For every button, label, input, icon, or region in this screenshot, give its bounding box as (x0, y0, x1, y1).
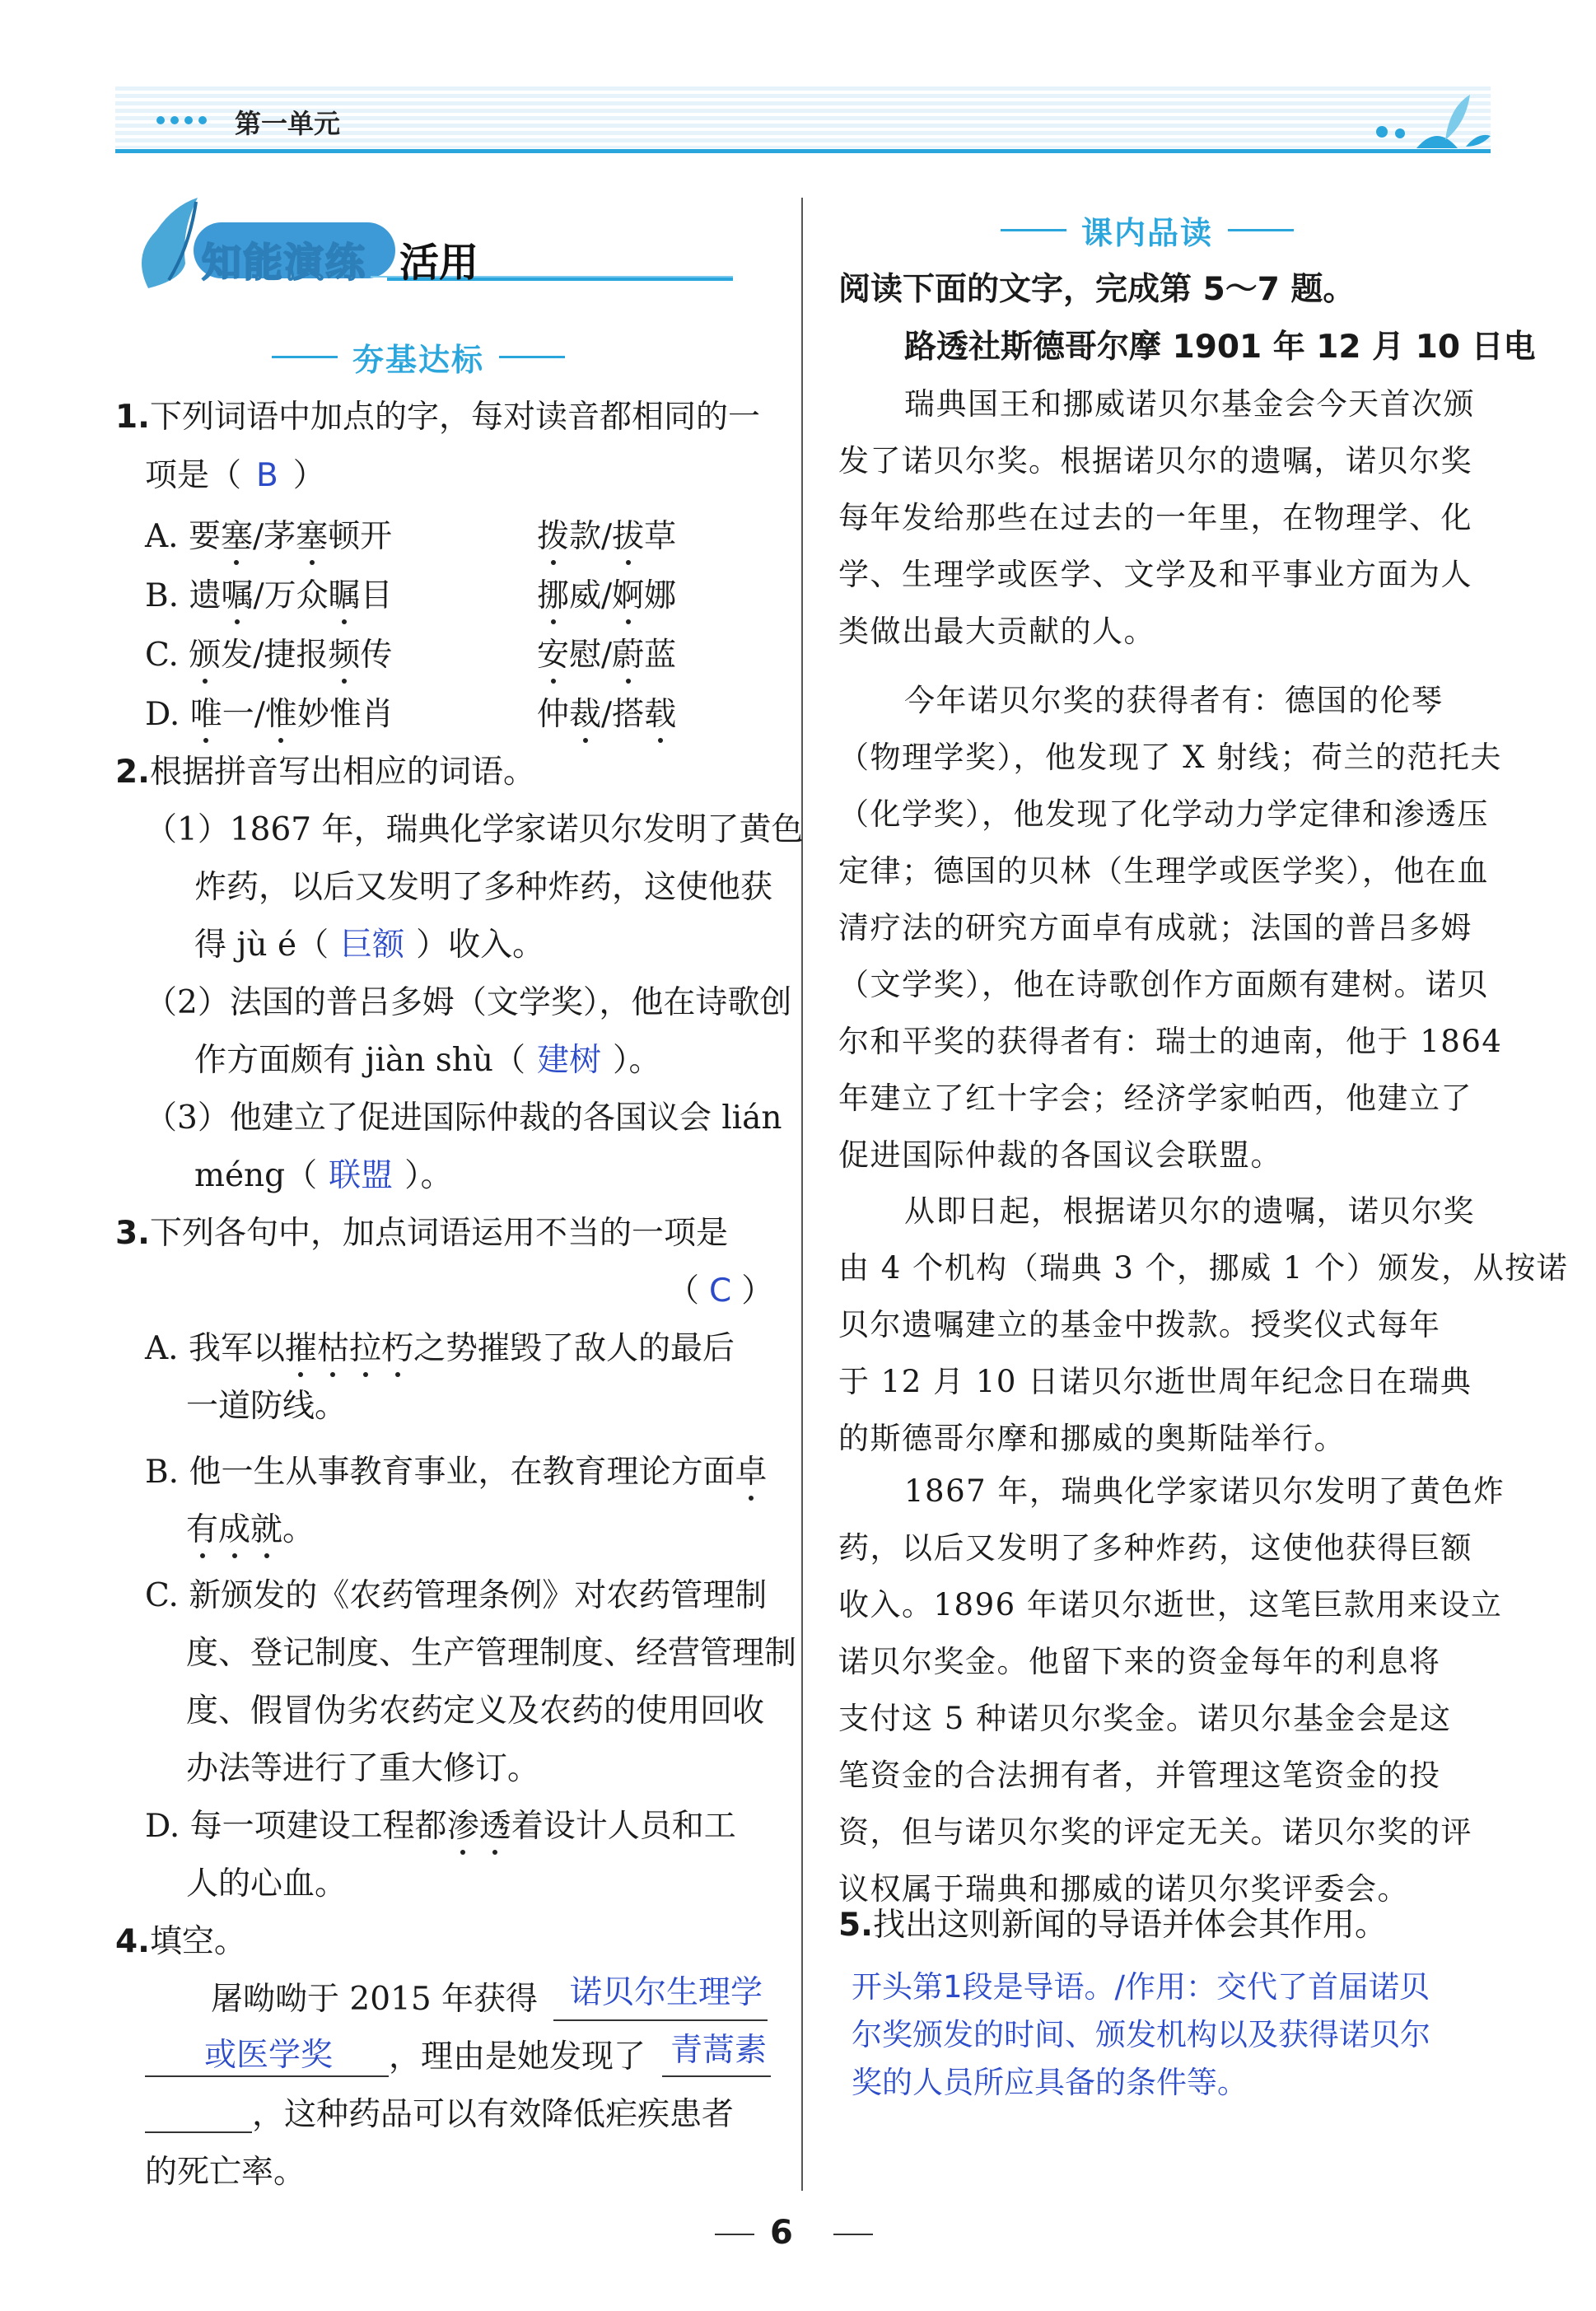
news-paragraph-line: （化学奖），他发现了化学动力学定律和渗透压 (838, 796, 1489, 832)
q1-stem: 1.下列词语中加点的字，每对读音都相同的一 (115, 399, 760, 436)
q3-option-c-line2: 度、登记制度、生产管理制度、经营管理制 (186, 1635, 797, 1672)
news-paragraph-line: （物理学奖），他发现了 X 射线；荷兰的范托夫 (838, 740, 1502, 775)
q2-s1-line2: 炸药，以后又发明了多种炸药，这使他获 (194, 869, 773, 906)
q2-stem: 2.根据拼音写出相应的词语。 (115, 754, 535, 791)
header-band (115, 86, 1491, 152)
q3-d-dotted-phrase: 渗透 (446, 1808, 511, 1845)
q4-blank1-underline (553, 2019, 768, 2021)
column-divider (801, 198, 803, 2191)
q4-answer2: 青蒿素 (670, 2032, 768, 2069)
news-paragraph-line: （文学奖），他在诗歌创作方面颇有建树。诺贝 (838, 967, 1489, 1002)
q1-option-left: D. 唯一/惟妙惟肖 (145, 696, 394, 733)
q3-stem: 3.下列各句中，加点词语运用不当的一项是 (115, 1215, 728, 1252)
q3-option-c-line3: 度、假冒伪劣农药定义及农药的使用回收 (186, 1692, 765, 1730)
news-paragraph-line: 尔和平奖的获得者有：瑞士的迪南，他于 1864 (838, 1024, 1503, 1059)
q3-answer-bracket: （ C ） (667, 1272, 774, 1310)
news-paragraph-line: 于 12 月 10 日诺贝尔逝世周年纪念日在瑞典 (838, 1364, 1472, 1399)
news-paragraph-line: 定律；德国的贝林（生理学或医学奖），他在血 (838, 853, 1489, 889)
q1-option-right: 安慰/蔚蓝 (537, 637, 677, 674)
news-paragraph-line: 议权属于瑞典和挪威的诺贝尔奖评委会。 (838, 1871, 1409, 1907)
news-paragraph-line: 促进国际仲裁的各国议会联盟。 (838, 1137, 1282, 1173)
q3-option-a-line1: A. 我军以摧枯拉朽之势摧毁了敌人的最后 (145, 1330, 735, 1367)
q4-blank2b-underline (145, 2131, 252, 2133)
news-paragraph-line: 笔资金的合法拥有者，并管理这笔资金的投 (838, 1758, 1441, 1793)
page-number-dash-right (833, 2234, 873, 2235)
leaf-decoration-icon (1367, 91, 1491, 150)
news-paragraph-line: 收入。1896 年诺贝尔逝世，这笔巨款用来设立 (838, 1587, 1503, 1622)
q1-option-right: 仲裁/搭载 (537, 696, 677, 733)
q2-s2-answer: 建树 (536, 1042, 601, 1079)
q1-option-left: C. 颁发/捷报频传 (145, 637, 393, 674)
news-paragraph-line: 每年发给那些在过去的一年里，在物理学、化 (838, 500, 1472, 535)
news-paragraph-line: 的斯德哥尔摩和挪威的奥斯陆举行。 (838, 1421, 1346, 1456)
news-paragraph-line: 今年诺贝尔奖的获得者有：德国的伦琴 (904, 683, 1444, 718)
header-rule (115, 149, 1491, 153)
q3-option-d-line1: D. 每一项建设工程都渗透着设计人员和工 (145, 1808, 736, 1845)
news-paragraph-line: 学、生理学或医学、文学及和平事业方面为人 (838, 557, 1472, 592)
news-paragraph-line: 贝尔遗嘱建立的基金中拨款。授奖仪式每年 (838, 1307, 1441, 1342)
q4-line1: 屠呦呦于 2015 年获得 (211, 1981, 539, 2018)
section-heading-basic: 夯基达标 (272, 334, 565, 380)
unit-title: 第一单元 (235, 108, 341, 139)
q4-answer1b: 或医学奖 (204, 2037, 334, 2074)
q5-answer-line: 开头第1段是导语。/作用：交代了首届诺贝 (852, 1969, 1430, 2005)
q1-stem-line2: 项是（ B ） (145, 457, 325, 494)
page-number-dash-left (715, 2234, 754, 2235)
q3-a-dotted-phrase: 摧枯拉朽 (284, 1330, 414, 1367)
q1-option-left: B. 遗嘱/万众瞩目 (145, 577, 393, 614)
q5-answer-line: 尔奖颁发的时间、颁发机构以及获得诺贝尔 (852, 2017, 1430, 2052)
q1-option-left: A. 要塞/茅塞顿开 (145, 518, 393, 555)
q1-option-right: 拨款/拔草 (537, 518, 677, 555)
news-paragraph-line: 从即日起，根据诺贝尔的遗嘱，诺贝尔奖 (904, 1193, 1475, 1229)
q4-stem: 4.填空。 (115, 1923, 246, 1960)
q1-option-right: 挪威/婀娜 (537, 577, 677, 614)
q2-s3-line1: （3）他建立了促进国际仲裁的各国议会 lián (145, 1099, 782, 1137)
q2-s2-line1: （2）法国的普吕多姆（文学奖），他在诗歌创 (145, 984, 792, 1021)
q3-option-c-line1: C. 新颁发的《农药管理条例》对农药管理制 (145, 1577, 768, 1614)
q3-answer: C (709, 1272, 732, 1310)
q2-s3-answer: 联盟 (329, 1157, 394, 1194)
news-paragraph-line: 支付这 5 种诺贝尔奖金。诺贝尔基金会是这 (838, 1701, 1452, 1736)
news-paragraph-line: 诺贝尔奖金。他留下来的资金每年的利息将 (838, 1644, 1441, 1679)
q4-answer1a: 诺贝尔生理学 (570, 1974, 763, 2011)
news-paragraph-line: 年建立了红十字会；经济学家帕西，他建立了 (838, 1081, 1472, 1116)
q4-line2: ，理由是她发现了 (389, 2038, 646, 2075)
reading-intro: 阅读下面的文字，完成第 5～7 题。 (838, 271, 1356, 308)
q3-option-b-line1: B. 他一生从事教育事业，在教育理论方面卓 (145, 1454, 768, 1491)
news-paragraph-line: 瑞典国王和挪威诺贝尔基金会今天首次颁 (904, 386, 1475, 422)
page-number: 6 (770, 2214, 793, 2252)
news-paragraph-line: 清疗法的研究方面卓有成就；法国的普吕多姆 (838, 910, 1472, 945)
q5-stem: 5.找出这则新闻的导语并体会其作用。 (838, 1907, 1387, 1944)
q4-line4: 的死亡率。 (145, 2154, 306, 2191)
q5-answer-line: 奖的人员所应具备的条件等。 (852, 2065, 1248, 2100)
news-paragraph-line: 1867 年，瑞典化学家诺贝尔发明了黄色炸 (904, 1473, 1505, 1509)
news-paragraph-line: 由 4 个机构（瑞典 3 个，挪威 1 个）颁发，从按诺 (838, 1250, 1569, 1286)
news-dateline: 路透社斯德哥尔摩 1901 年 12 月 10 日电 (904, 329, 1536, 366)
banner-title: 知能演练 (202, 240, 367, 286)
news-paragraph-line: 发了诺贝尔奖。根据诺贝尔的遗嘱，诺贝尔奖 (838, 443, 1472, 479)
q2-s1-line3: 得 jù é（ 巨额 ）收入。 (194, 927, 545, 964)
q2-s2-line2: 作方面颇有 jiàn shù（ 建树 ）。 (194, 1042, 661, 1079)
section-banner (124, 198, 749, 292)
q4-blank1b-underline (145, 2075, 389, 2077)
q2-s1-answer: 巨额 (340, 927, 405, 964)
news-paragraph-line: 药，以后又发明了多种炸药，这使他获得巨额 (838, 1530, 1472, 1566)
section-heading-reading: 课内品读 (1001, 208, 1294, 253)
news-paragraph-line: 资，但与诺贝尔奖的评定无关。诺贝尔奖的评 (838, 1814, 1472, 1850)
q3-option-c-line4: 办法等进行了重大修订。 (186, 1750, 540, 1787)
q4-line3: ，这种药品可以有效降低疟疾患者 (252, 2096, 735, 2133)
q3-option-b-line2: 有成就。 (186, 1511, 315, 1548)
q4-blank2-underline (662, 2075, 771, 2077)
q3-option-a-line2: 一道防线。 (186, 1388, 348, 1425)
q2-s1-line1: （1）1867 年，瑞典化学家诺贝尔发明了黄色 (145, 811, 804, 848)
q3-option-d-line2: 人的心血。 (186, 1865, 348, 1902)
q2-s3-line2: méng（ 联盟 ）。 (194, 1157, 453, 1194)
q1-answer: B (256, 457, 278, 494)
header-dots-icon (156, 116, 207, 124)
news-paragraph-line: 类做出最大贡献的人。 (838, 614, 1155, 649)
q3-b-dotted-phrase: 有成就 (186, 1511, 283, 1548)
banner-strong: 活用 (399, 240, 479, 286)
